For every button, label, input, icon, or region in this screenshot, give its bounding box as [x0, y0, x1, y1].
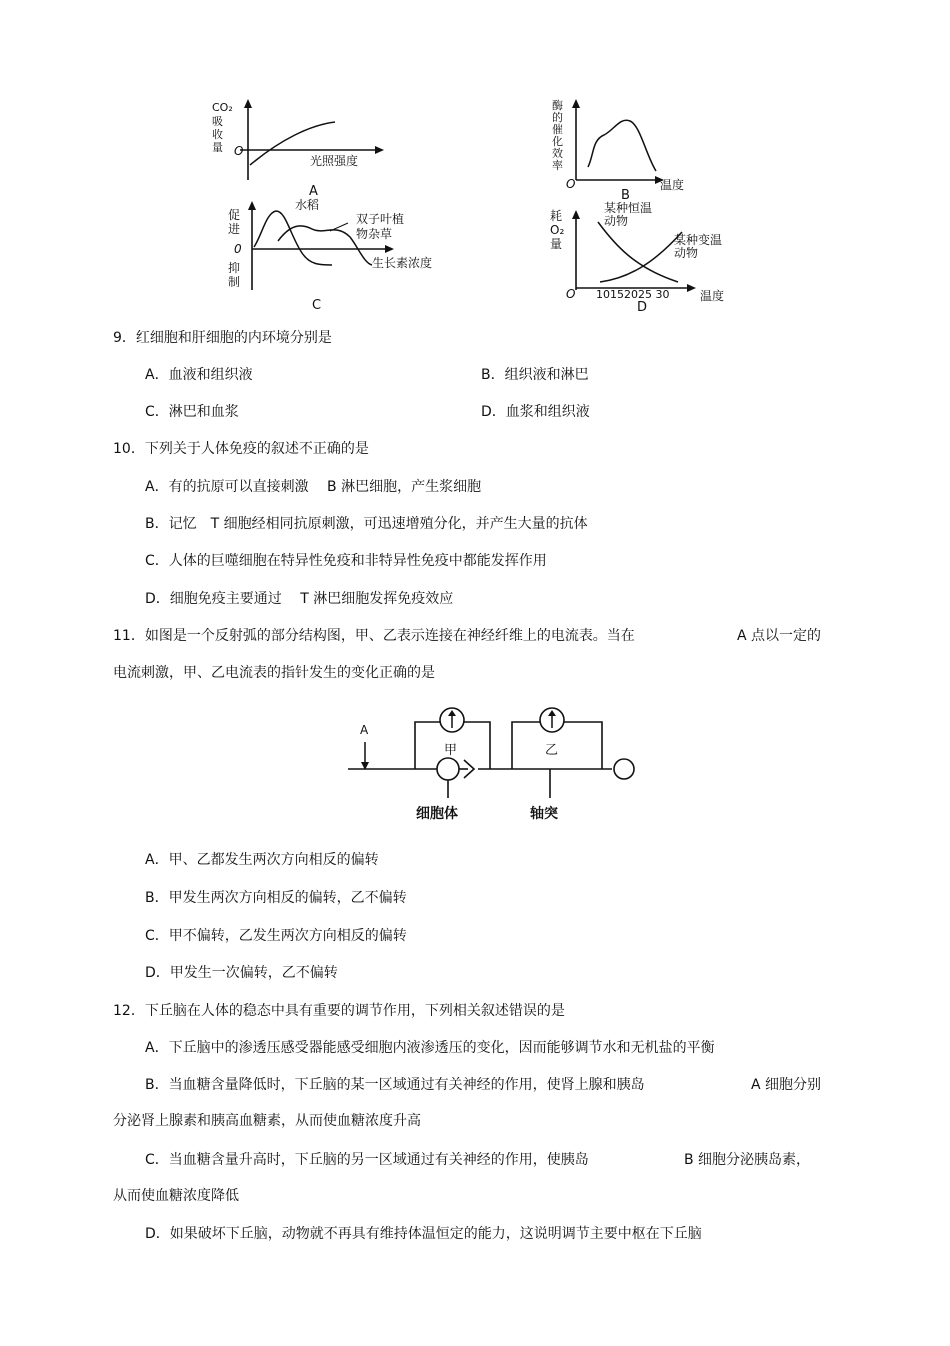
figure-d-caption: D [637, 300, 648, 315]
meter-yi-wires [512, 722, 540, 769]
figure-c-caption: C [312, 298, 322, 313]
end-circle [614, 759, 634, 779]
figure-c-curve-rice [254, 211, 332, 265]
figure-a-ylabel-2: 吸 [212, 115, 223, 128]
figure-b-ylabel-3: 催 [552, 123, 563, 136]
figure-d-label-poikilo-1: 某种变温 [674, 233, 723, 247]
q11-option-d: D．甲发生一次偏转，乙不偏转 [145, 965, 338, 981]
figure-a-origin: O [234, 144, 244, 158]
q11-stem-1b: A 点以一定的 [737, 628, 822, 644]
figure-c-label-rice: 水稻 [295, 198, 320, 212]
q11-stem-1a: 11．如图是一个反射弧的部分结构图，甲、乙表示连接在神经纤维上的电流表。当在 [113, 628, 635, 644]
figure-c-label-weeds-2: 物杂草 [356, 227, 393, 241]
q10-option-d: D．细胞免疫主要通过 T 淋巴细胞发挥免疫效应 [145, 591, 454, 607]
q11-stem-2: 电流刺激，甲、乙电流表的指针发生的变化正确的是 [113, 665, 435, 681]
label-cell-body: 细胞体 [416, 806, 458, 822]
figure-c-ytop-1: 促 [228, 208, 241, 222]
figure-b-y-arrow [572, 99, 580, 108]
q12-option-b-1a: B．当血糖含量降低时，下丘脑的某一区域通过有关神经的作用，使肾上腺和胰岛 [145, 1077, 645, 1093]
figure-b [550, 95, 710, 200]
q9-option-b: B．组织液和淋巴 [481, 367, 589, 383]
figure-c-x-arrow [385, 245, 394, 253]
q12-option-b-2: 分泌肾上腺素和胰高血糖素，从而使血糖浓度升高 [113, 1113, 421, 1129]
figure-b-ylabel-1: 酶 [552, 99, 563, 112]
figure-b-origin: O [566, 177, 576, 191]
q10-stem: 10．下列关于人体免疫的叙述不正确的是 [113, 441, 369, 457]
diagram-point-a: A [360, 723, 369, 737]
figure-b-ylabel-6: 率 [552, 159, 563, 172]
meter-jia-wires [415, 722, 440, 769]
figure-c-ybottom-2: 制 [228, 275, 241, 289]
figure-d-ylabel-3: 量 [550, 237, 563, 251]
q10-option-a: A．有的抗原可以直接刺激 B 淋巴细胞，产生浆细胞 [145, 479, 482, 495]
q12-option-c-1b: B 细胞分泌胰岛素， [684, 1152, 811, 1168]
figure-b-ylabel-4: 化 [552, 135, 563, 148]
q12-option-b-1b: A 细胞分别 [751, 1077, 822, 1093]
figure-c-ytop-2: 进 [228, 222, 241, 236]
figure-a-ylabel-1: CO₂ [212, 101, 233, 114]
q11-option-b: B．甲发生两次方向相反的偏转，乙不偏转 [145, 890, 407, 906]
figure-a-x-arrow [375, 146, 384, 154]
q12-option-a: A．下丘脑中的渗透压感受器能感受细胞内液渗透压的变化，因而能够调节水和无机盐的平衡 [145, 1040, 715, 1056]
meter-yi-wires-right [564, 722, 602, 769]
figure-c-y-arrow [248, 201, 256, 210]
q9-option-c: C．淋巴和血浆 [145, 404, 239, 420]
meter-jia-label: 甲 [444, 743, 458, 758]
figure-b-ylabel-2: 的 [552, 111, 563, 124]
figure-d-xlabel: 温度 [700, 289, 725, 303]
q11-option-a: A．甲、乙都发生两次方向相反的偏转 [145, 852, 379, 868]
figure-a-ylabel-4: 量 [212, 141, 223, 154]
figure-b-curve [588, 120, 656, 171]
reflex-arc-diagram [340, 700, 640, 830]
figure-d-label-poikilo-2: 动物 [674, 246, 699, 260]
figure-d-curve-homeotherm [598, 222, 678, 282]
figure-b-xlabel: 温度 [660, 178, 685, 192]
q9-stem: 9．红细胞和肝细胞的内环境分别是 [113, 330, 332, 346]
meter-jia-wires-right [464, 722, 490, 769]
figure-b-ylabel-5: 效 [552, 147, 563, 160]
q12-stem: 12．下丘脑在人体的稳态中具有重要的调节作用，下列相关叙述错误的是 [113, 1003, 565, 1019]
figure-a-y-arrow [244, 99, 252, 108]
figure-c-origin: 0 [234, 242, 242, 256]
figure-a-ylabel-3: 收 [212, 128, 223, 141]
label-axon: 轴突 [530, 806, 558, 822]
cell-body-circle [437, 758, 459, 780]
figure-d-ylabel-1: 耗 [550, 209, 563, 223]
figure-c-ybottom-1: 抑 [228, 261, 241, 275]
figure-a [200, 95, 400, 205]
meter-yi-label: 乙 [545, 743, 559, 758]
q12-option-c-2: 从而使血糖浓度降低 [113, 1188, 239, 1204]
figure-d-ylabel-2: O₂ [550, 223, 565, 237]
q10-option-b: B．记忆 T 细胞经相同抗原刺激，可迅速增殖分化，并产生大量的抗体 [145, 516, 588, 532]
q11-option-c: C．甲不偏转，乙发生两次方向相反的偏转 [145, 928, 407, 944]
figure-d-y-arrow [572, 210, 580, 219]
figure-d-origin: O [566, 287, 576, 301]
q9-option-d: D．血浆和组织液 [481, 404, 590, 420]
figure-c [220, 195, 470, 300]
figure-d-label-homeo-2: 动物 [604, 214, 629, 228]
q10-option-c: C．人体的巨噬细胞在特异性免疫和非特异性免疫中都能发挥作用 [145, 553, 547, 569]
figure-d [540, 200, 740, 305]
q12-option-d: D．如果破坏下丘脑，动物就不再具有维持体温恒定的能力，这说明调节主要中枢在下丘脑 [145, 1226, 702, 1242]
q9-option-a: A．血液和组织液 [145, 367, 253, 383]
figure-d-ticks: 10152025 30 [596, 288, 670, 301]
figure-a-caption: A [309, 184, 318, 199]
figure-c-xlabel: 生长素浓度 [372, 256, 433, 270]
figure-c-label-weeds-1: 双子叶植 [356, 212, 405, 226]
figure-d-x-arrow [687, 284, 696, 292]
figure-b-caption: B [621, 188, 630, 203]
figure-a-xlabel: 光照强度 [310, 154, 359, 168]
q12-option-c-1a: C．当血糖含量升高时，下丘脑的另一区域通过有关神经的作用，使胰岛 [145, 1152, 589, 1168]
figure-d-label-homeo-1: 某种恒温 [604, 201, 653, 215]
